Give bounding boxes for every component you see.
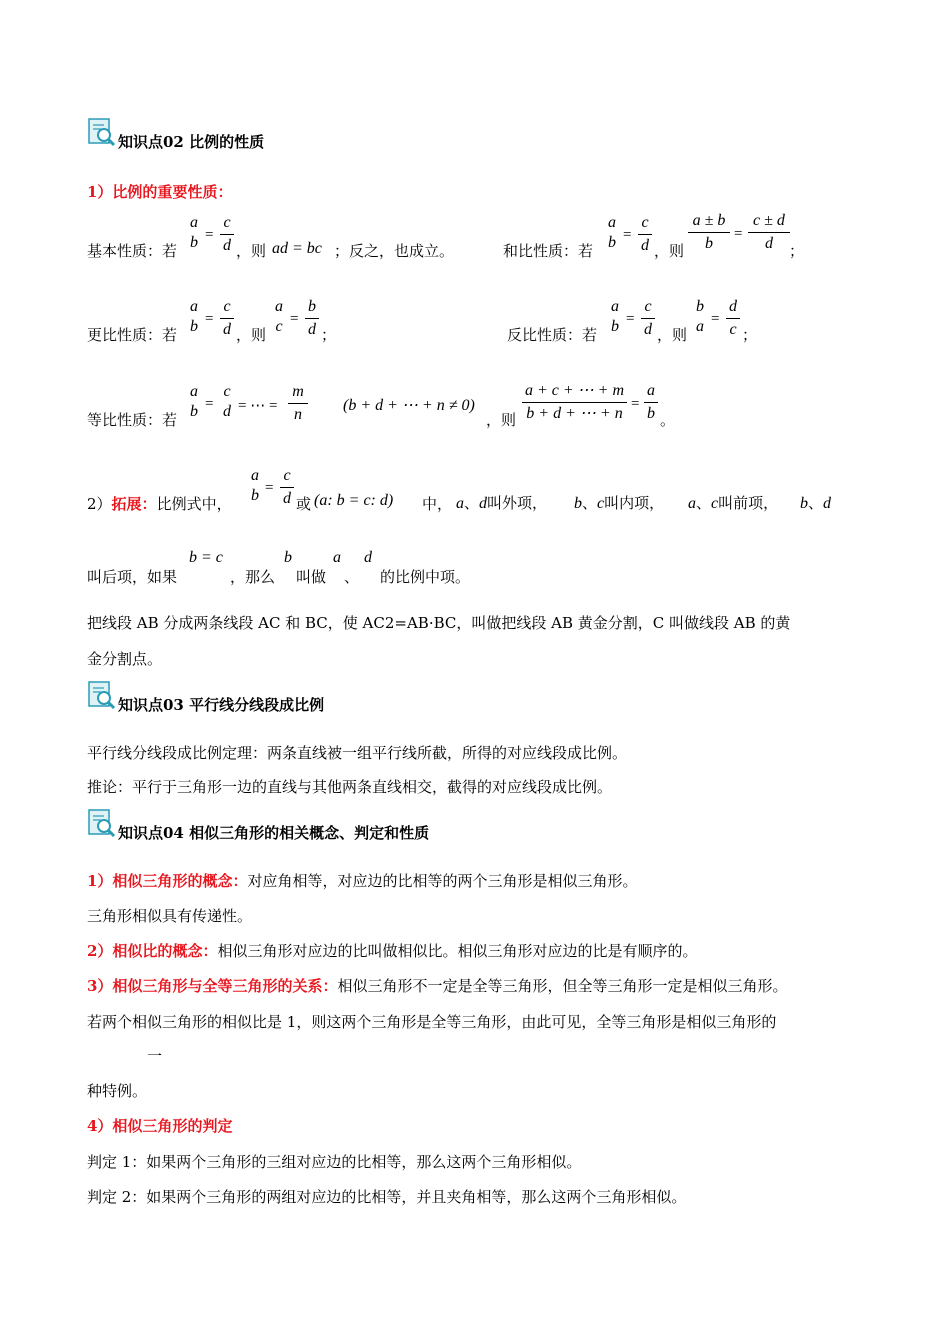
equals-sign: =	[711, 311, 720, 327]
relation-label: 3）相似三角形与全等三角形的关系：	[87, 977, 338, 995]
numerator: c	[223, 214, 231, 231]
section-title-03: 知识点03 平行线分线段成比例	[118, 696, 325, 714]
similar-concept-label: 1）相似三角形的概念：	[87, 872, 248, 890]
numerator: a	[647, 382, 655, 399]
ratio-expression: (a: b = c: d)	[314, 492, 394, 509]
denominator: b	[647, 405, 655, 422]
term-a: a	[456, 495, 464, 512]
fraction-c-over-d	[280, 467, 294, 508]
section-title-04: 知识点04 相似三角形的相关概念、判定和性质	[118, 824, 430, 842]
basic-expression: ad = bc	[272, 240, 322, 257]
in-text: 中，	[422, 495, 453, 513]
numerator: b	[696, 298, 704, 315]
fraction-c-over-d	[220, 383, 234, 421]
equals-sign: =	[205, 311, 214, 327]
called-text: 叫做	[296, 568, 327, 586]
numerator: c	[641, 214, 649, 231]
fraction-a-over-b	[187, 214, 201, 252]
relation-text-4: 种特例。	[87, 1082, 148, 1100]
antecedent-terms	[688, 492, 778, 513]
term-c: c	[597, 495, 605, 512]
similar-congruent-relation	[87, 975, 787, 996]
fraction-c-over-d	[641, 298, 655, 339]
numerator: c ± d	[753, 212, 785, 229]
inversion-property-label: 反比性质：若	[507, 326, 598, 344]
equals-sign: =	[265, 480, 274, 496]
denominator: b	[190, 403, 198, 420]
inversion-tail: ；	[742, 326, 758, 344]
denominator: d	[223, 321, 231, 338]
extreme-terms	[456, 492, 547, 513]
equals-sign: =	[631, 396, 640, 412]
denominator: b	[608, 234, 616, 251]
equal-ratio-tail: 。	[660, 411, 676, 429]
consequent-terms	[800, 492, 831, 513]
term-a: a	[688, 495, 696, 512]
separator: 、	[696, 494, 712, 512]
section-title-02: 知识点02 比例的性质	[118, 133, 265, 151]
mean-proportional-text: 的比例中项。	[380, 568, 471, 586]
similarity-ratio-text: 相似三角形对应边的比叫做相似比。相似三角形对应边的比是有顺序的。	[217, 942, 698, 960]
separator: 、	[344, 568, 360, 586]
denominator: b + d + ⋯ + n	[526, 405, 623, 422]
separator: 、	[464, 494, 480, 512]
then-text: ，则	[654, 242, 685, 260]
fraction-a-over-b	[187, 383, 201, 421]
parallel-theorem: 平行线分线段成比例定理：两条直线被一组平行线所截，所得的对应线段成比例。	[87, 744, 628, 762]
golden-section-line-2: 金分割点。	[87, 650, 163, 668]
equals-sign: =	[205, 227, 214, 243]
similar-concept-text: 对应角相等，对应边的比相等的两个三角形是相似三角形。	[247, 872, 638, 890]
term-b: b	[284, 549, 292, 566]
equals-sign: =	[290, 311, 299, 327]
alternation-property-label: 更比性质：若	[87, 326, 178, 344]
then-text: ，则	[657, 326, 688, 344]
alternation-tail: ；	[321, 326, 337, 344]
equals-sign: =	[626, 311, 635, 327]
fraction-b-over-a	[693, 298, 707, 336]
denominator: d	[644, 321, 652, 338]
relation-text-2: 若两个相似三角形的相似比是 1，则这两个三角形是全等三角形，由此可见，全等三角形是相似三角形的	[87, 1013, 777, 1031]
magnifier-doc-icon	[87, 808, 117, 838]
equals-sign: =	[205, 396, 214, 412]
denominator: b	[190, 234, 198, 251]
term-a: a	[333, 549, 341, 566]
term-b: b	[574, 495, 582, 512]
numerator: c	[223, 298, 231, 315]
numerator: a	[611, 298, 619, 315]
numerator: a	[190, 383, 198, 400]
equals-sign: =	[623, 227, 632, 243]
subheading-important-properties: 1）比例的重要性质：	[87, 183, 233, 201]
or-text: 或	[296, 495, 312, 513]
fraction-a-over-b	[248, 467, 262, 505]
numerator: a	[190, 298, 198, 315]
mean-label: 叫内项，	[604, 494, 665, 512]
then-text: ，那么	[230, 568, 276, 586]
numerator: b	[308, 298, 316, 315]
parallel-corollary: 推论：平行于三角形一边的直线与其他两条直线相交，截得的对应线段成比例。	[87, 778, 613, 796]
criterion-1: 判定 1：如果两个三角形的三组对应边的比相等，那么这两个三角形相似。	[87, 1153, 582, 1171]
denominator: d	[283, 490, 291, 507]
fraction-b-over-d	[305, 298, 319, 339]
fraction-c-pm-d-over-d	[748, 212, 790, 253]
antecedent-label: 叫前项，	[718, 494, 779, 512]
criterion-2: 判定 2：如果两个三角形的两组对应边的比相等，并且夹角相等，那么这两个三角形相似。	[87, 1188, 687, 1206]
fraction-d-over-c	[726, 298, 740, 339]
separator: 、	[808, 494, 824, 512]
basic-property-label: 基本性质：若	[87, 242, 178, 260]
separator: 、	[582, 494, 598, 512]
numerator: a	[608, 214, 616, 231]
extension-label: 拓展：	[111, 495, 157, 513]
numerator: c	[644, 298, 652, 315]
denominator: c	[729, 321, 737, 338]
golden-section-line-1: 把线段 AB 分成两条线段 AC 和 BC，使 AC2=AB·BC，叫做把线段 AB 黄金分割，C 叫做线段 AB 的黄	[87, 614, 791, 632]
fraction-a-over-b	[644, 382, 658, 423]
fraction-m-over-n	[288, 383, 308, 424]
mean-terms	[574, 492, 664, 513]
numerator: a	[275, 298, 283, 315]
numerator: c	[283, 467, 291, 484]
magnifier-doc-icon	[87, 117, 117, 147]
denominator: b	[611, 318, 619, 335]
denominator: a	[696, 318, 704, 335]
denominator: n	[294, 406, 302, 423]
extension-text: 比例式中，	[156, 495, 232, 513]
fraction-c-over-d	[220, 298, 234, 339]
basic-tail: ；反之，也成立。	[334, 242, 455, 260]
fraction-a-over-b	[608, 298, 622, 336]
fraction-c-over-d	[638, 214, 652, 255]
equal-ratio-condition: (b + d + ⋯ + n ≠ 0)	[343, 397, 475, 414]
numerator: d	[729, 298, 737, 315]
similarity-ratio-label: 2）相似比的概念：	[87, 942, 218, 960]
numerator: c	[223, 383, 231, 400]
sum-property-label: 和比性质：若	[503, 242, 594, 260]
fraction-c-over-d	[220, 214, 234, 255]
extension-number: 2）	[87, 495, 112, 513]
equal-ratio-property-label: 等比性质：若	[87, 411, 178, 429]
denominator: b	[251, 487, 259, 504]
then-text: ，则	[236, 242, 267, 260]
denominator: d	[765, 235, 773, 252]
numerator: a	[190, 214, 198, 231]
denominator: d	[641, 237, 649, 254]
term-d: d	[364, 549, 372, 566]
fraction-a-over-c	[272, 298, 286, 336]
fraction-a-over-b	[605, 214, 619, 252]
then-text: ，则	[236, 326, 267, 344]
denominator: d	[308, 321, 316, 338]
similar-concept	[87, 870, 637, 891]
term-d: d	[823, 495, 832, 512]
term-c: c	[711, 495, 719, 512]
transitivity-text: 三角形相似具有传递性。	[87, 907, 253, 925]
numerator: m	[292, 383, 304, 400]
denominator: c	[275, 318, 283, 335]
numerator: a + c + ⋯ + m	[524, 382, 625, 399]
extension-line-2-start: 叫后项，如果	[87, 568, 178, 586]
similarity-ratio	[87, 940, 697, 961]
extension-line-1	[87, 493, 232, 514]
numerator: a	[251, 467, 259, 484]
magnifier-doc-icon	[87, 680, 117, 710]
denominator: b	[705, 235, 713, 252]
numerator: a ± b	[692, 212, 726, 229]
denominator: b	[190, 318, 198, 335]
criteria-heading: 4）相似三角形的判定	[87, 1117, 233, 1135]
then-text: ，则	[486, 411, 517, 429]
fraction-a-over-b	[187, 298, 201, 336]
fraction-a-pm-b-over-b	[688, 212, 730, 253]
sum-tail: ；	[789, 242, 805, 260]
term-d: d	[479, 495, 488, 512]
term-b: b	[800, 495, 808, 512]
denominator: d	[223, 403, 231, 420]
equals-dots: = ⋯ =	[238, 398, 278, 414]
denominator: d	[223, 237, 231, 254]
equals-sign: =	[734, 226, 743, 242]
relation-text-3: 一	[147, 1047, 163, 1065]
b-equals-c: b = c	[189, 549, 223, 566]
relation-text: 相似三角形不一定是全等三角形，但全等三角形一定是相似三角形。	[337, 977, 788, 995]
fraction-sum-over-sum	[522, 382, 627, 423]
extreme-label: 叫外项，	[487, 494, 548, 512]
